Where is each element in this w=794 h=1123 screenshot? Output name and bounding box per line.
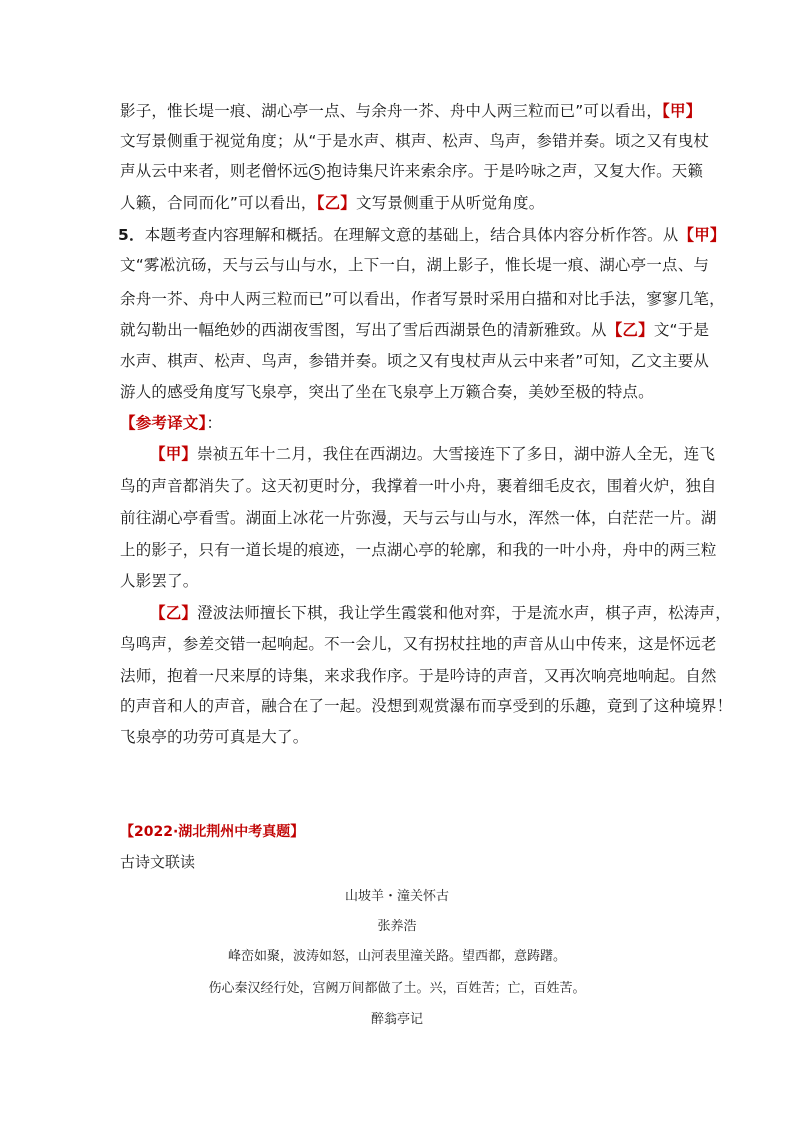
- text-span: 法师，抱着一尺来厚的诗集，来求我作序。于是吟诗的声音，又再次响亮地响起。自然: [120, 667, 717, 685]
- analysis-line-3: [120, 161, 703, 181]
- text-span: 人籁，合同而化”可以看出，: [120, 194, 317, 212]
- jia-translation-line-4: [120, 540, 717, 560]
- text-span: 鸟鸣声，参差交错一起响起。不一会儿，又有拐杖拄地的声音从山中传来，这是怀远老: [120, 635, 717, 653]
- analysis-line-1: [120, 101, 701, 121]
- text-span: 前往湖心亭看雪。湖面上冰花一片弥漫，天与云与山与水，浑然一体，白茫茫一片。湖: [120, 509, 717, 527]
- translation-tag: 【参考译文】: [120, 414, 207, 432]
- question-number: 5．: [118, 226, 145, 244]
- poem-line-2: 伤心秦汉经行处，宫阙万间都做了土。兴，百姓苦；亡，百姓苦。: [208, 981, 586, 996]
- jia-tag: 【甲】: [678, 226, 726, 244]
- prose-title: 醉翁亭记: [370, 1012, 423, 1027]
- text-span: 鸟的声音都消失了。这天初更时分，我撑着一叶小舟，裹着细毛皮衣，围着火炉，独自: [120, 477, 717, 495]
- source-tag: 【2022·湖北荆州中考真题】: [120, 824, 305, 840]
- circled-number: 5: [309, 164, 325, 180]
- q5-line-3: [120, 289, 725, 309]
- text-span: 上的影子，只有一道长堤的痕迹，一点湖心亭的轮廓，和我的一叶小舟，舟中的两三粒: [120, 541, 717, 559]
- yi-tag: 【乙】: [606, 321, 654, 339]
- poem-line-1: 峰峦如聚，波涛如怒，山河表里潼关路。望西都，意踌躇。: [227, 949, 566, 964]
- analysis-line-4: [120, 193, 544, 213]
- jia-translation-line-2: [120, 476, 717, 496]
- text-span: 澄波法师擅长下棋，我让学生霞裳和他对弈，于是流水声，棋子声，松涛声，: [197, 604, 731, 622]
- text-span: 飞泉亭的功劳可真是大了。: [120, 728, 309, 746]
- text-span: 影子，惟长堤一痕、湖心亭一点、与余舟一芥、舟中人两三粒而已”可以看出，: [120, 102, 663, 120]
- text-span: 就勾勒出一幅绝妙的西湖夜雪图，写出了雪后西湖景色的清新雅致。从: [120, 321, 607, 339]
- jia-translation-line-1: [150, 444, 715, 464]
- text-span: 游人的感受角度写飞泉亭，突出了坐在飞泉亭上万籁合奏，美妙至极的特点。: [120, 383, 654, 401]
- yi-translation-line-4: [120, 696, 732, 716]
- yi-translation-line-1: [150, 603, 731, 623]
- yi-translation-line-3: [120, 666, 717, 686]
- q5-line-4: [120, 320, 709, 340]
- poem-author: 张养浩: [377, 919, 417, 934]
- text-span: 的声音和人的声音，融合在了一起。没想到观赏瀑布而享受到的乐趣，竟到了这种境界！: [120, 697, 733, 715]
- poem-title: 山坡羊・潼关怀古: [344, 889, 449, 904]
- text-span: 余舟一芥、舟中人两三粒而已”可以看出，作者写景时采用白描和对比手法，寥寥几笔，: [120, 290, 725, 308]
- translation-heading: [120, 413, 222, 433]
- q5-line-1: [118, 225, 726, 245]
- q5-line-6: [120, 382, 654, 402]
- jia-translation-line-5: [120, 571, 199, 591]
- text-span: 人影罢了。: [120, 572, 199, 590]
- text-span: 崇祯五年十二月，我住在西湖边。大雪接连下了多日，湖中游人全无，连飞: [197, 445, 716, 463]
- text-span: 本题考查内容理解和概括。在理解文意的基础上，结合具体内容分析作答。从: [144, 226, 679, 244]
- text-span: ：: [206, 414, 223, 432]
- q5-line-5: [120, 351, 709, 371]
- text-span: 文“于是: [653, 321, 710, 339]
- text-span: 文写景侧重于视觉角度；从“于是水声、棋声、松声、鸟声，参错并奏。顷之又有曳杖: [120, 132, 710, 150]
- jia-tag: 【甲】: [662, 102, 702, 120]
- jia-tag: 【甲】: [150, 445, 198, 463]
- yi-translation-line-5: [120, 727, 308, 747]
- jia-translation-line-3: [120, 508, 717, 528]
- yi-tag: 【乙】: [316, 194, 356, 212]
- yi-translation-line-2: [120, 634, 717, 654]
- section-title: 古诗文联读: [120, 853, 196, 871]
- text-span: 文“雾凇沆砀，天与云与山与水，上下一白，湖上影子，惟长堤一痕、湖心亭一点、与: [120, 256, 710, 274]
- text-span: 水声、棋声、松声、鸟声，参错并奏。顷之又有曳杖声从云中来者”可知，乙文主要从: [120, 352, 710, 370]
- analysis-line-2: [120, 131, 709, 151]
- text-span: 声从云中来者，则老僧怀远: [120, 162, 309, 180]
- yi-tag: 【乙】: [150, 604, 198, 622]
- q5-line-2: [120, 255, 709, 275]
- text-span: 抱诗集尺许来索余序。于是吟咏之声，又复大作。天籁: [326, 162, 704, 180]
- text-span: 文写景侧重于从听觉角度。: [356, 194, 545, 212]
